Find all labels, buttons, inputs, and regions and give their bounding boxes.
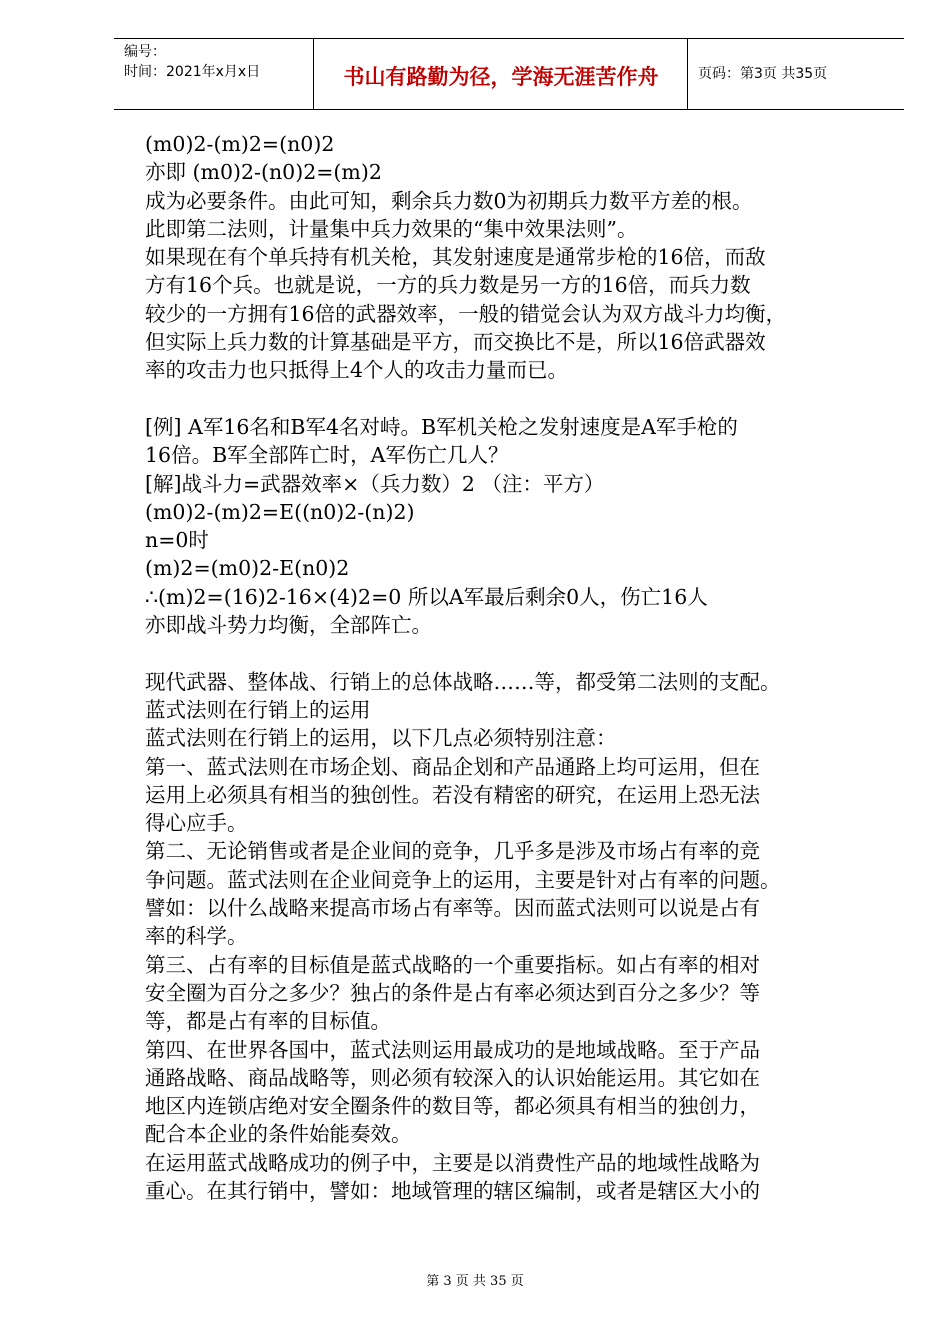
text-line: 亦即战斗势力均衡，全部阵亡。 <box>145 613 432 638</box>
text-line: 率的科学。 <box>145 924 248 949</box>
page-footer: 第 3 页 共 35 页 <box>426 1274 524 1289</box>
text-line: 较少的一方拥有16倍的武器效率，一般的错觉会认为双方战斗力均衡， <box>145 301 787 326</box>
text-line: 第一、蓝式法则在市场企划、商品企划和产品通路上均可运用，但在 <box>145 754 760 779</box>
time-label: 时间：2021年x月x日 <box>124 64 261 80</box>
text-line: 通路战略、商品战略等，则必须有较深入的认识始能运用。其它如在 <box>145 1065 760 1090</box>
header-page-cell <box>688 39 904 109</box>
text-line: 成为必要条件。由此可知，剩余兵力数0为初期兵力数平方差的根。 <box>145 188 753 213</box>
text-line: (m)2=(m0)2-E(n0)2 <box>145 556 350 581</box>
text-line: 此即第二法则，计量集中兵力效果的“集中效果法则”。 <box>145 216 638 241</box>
text-line: (m0)2-(m)2=(n0)2 <box>145 132 335 156</box>
text-line: 现代武器、整体战、行销上的总体战略……等，都受第二法则的支配。 <box>145 669 781 694</box>
text-line: 16倍。B军全部阵亡时，A军伤亡几人？ <box>145 443 509 468</box>
number-label: 编号： <box>124 44 166 60</box>
text-line: 运用上必须具有相当的独创性。若没有精密的研究，在运用上恐无法 <box>145 782 760 807</box>
text-line: 如果现在有个单兵持有机关枪，其发射速度是通常步枪的16倍，而敌 <box>145 245 766 270</box>
text-line: [解]战斗力=武器效率×（兵力数）2 （注：平方） <box>145 471 605 496</box>
header-motto-cell <box>314 39 688 109</box>
text-line: 重心。在其行销中，譬如：地域管理的辖区编制，或者是辖区大小的 <box>145 1178 760 1203</box>
text-line: 得心应手。 <box>145 811 248 836</box>
motto-text: 书山有路勤为径，学海无涯苦作舟 <box>343 65 659 89</box>
blank-line <box>145 639 875 667</box>
text-line: ∴(m)2=(16)2-16×(4)2=0 所以A军最后剩余0人，伤亡16人 <box>145 584 708 609</box>
text-line: 第二、无论销售或者是企业间的竞争，几乎多是涉及市场占有率的竞 <box>145 839 760 864</box>
text-line: 在运用蓝式战略成功的例子中，主要是以消费性产品的地域性战略为 <box>145 1150 760 1175</box>
text-line: 地区内连锁店绝对安全圈条件的数目等，都必须具有相当的独创力， <box>145 1094 760 1119</box>
text-line: 等，都是占有率的目标值。 <box>145 1009 391 1034</box>
text-line: 配合本企业的条件始能奏效。 <box>145 1122 412 1147</box>
text-line: n=0时 <box>145 528 209 553</box>
text-line: 率的攻击力也只抵得上4个人的攻击力量而已。 <box>145 358 569 383</box>
page-header <box>114 38 904 110</box>
text-line: 蓝式法则在行销上的运用 <box>145 697 371 722</box>
text-line: 第三、占有率的目标值是蓝式战略的一个重要指标。如占有率的相对 <box>145 952 760 977</box>
header-meta-cell <box>114 39 314 109</box>
text-line: 争问题。蓝式法则在企业间竞争上的运用，主要是针对占有率的问题。 <box>145 867 781 892</box>
page-label: 页码：第3页 共35页 <box>698 66 828 82</box>
text-line: 但实际上兵力数的计算基础是平方，而交换比不是，所以16倍武器效 <box>145 330 766 355</box>
text-line: (m0)2-(m)2=E((n0)2-(n)2) <box>145 499 415 524</box>
text-line: 第四、在世界各国中，蓝式法则运用最成功的是地域战略。至于产品 <box>145 1037 760 1062</box>
text-line: 安全圈为百分之多少？独占的条件是占有率必须达到百分之多少？等 <box>145 980 760 1005</box>
text-line: 亦即 (m0)2-(n0)2=(m)2 <box>145 160 382 185</box>
document-body <box>145 130 875 1205</box>
blank-line <box>145 385 875 413</box>
text-line: 譬如：以什么战略来提高市场占有率等。因而蓝式法则可以说是占有 <box>145 896 760 921</box>
text-line: 蓝式法则在行销上的运用，以下几点必须特别注意： <box>145 726 617 751</box>
text-line: 方有16个兵。也就是说，一方的兵力数是另一方的16倍，而兵力数 <box>145 273 751 298</box>
text-line: [例] A军16名和B军4名对峙。B军机关枪之发射速度是A军手枪的 <box>145 414 738 439</box>
